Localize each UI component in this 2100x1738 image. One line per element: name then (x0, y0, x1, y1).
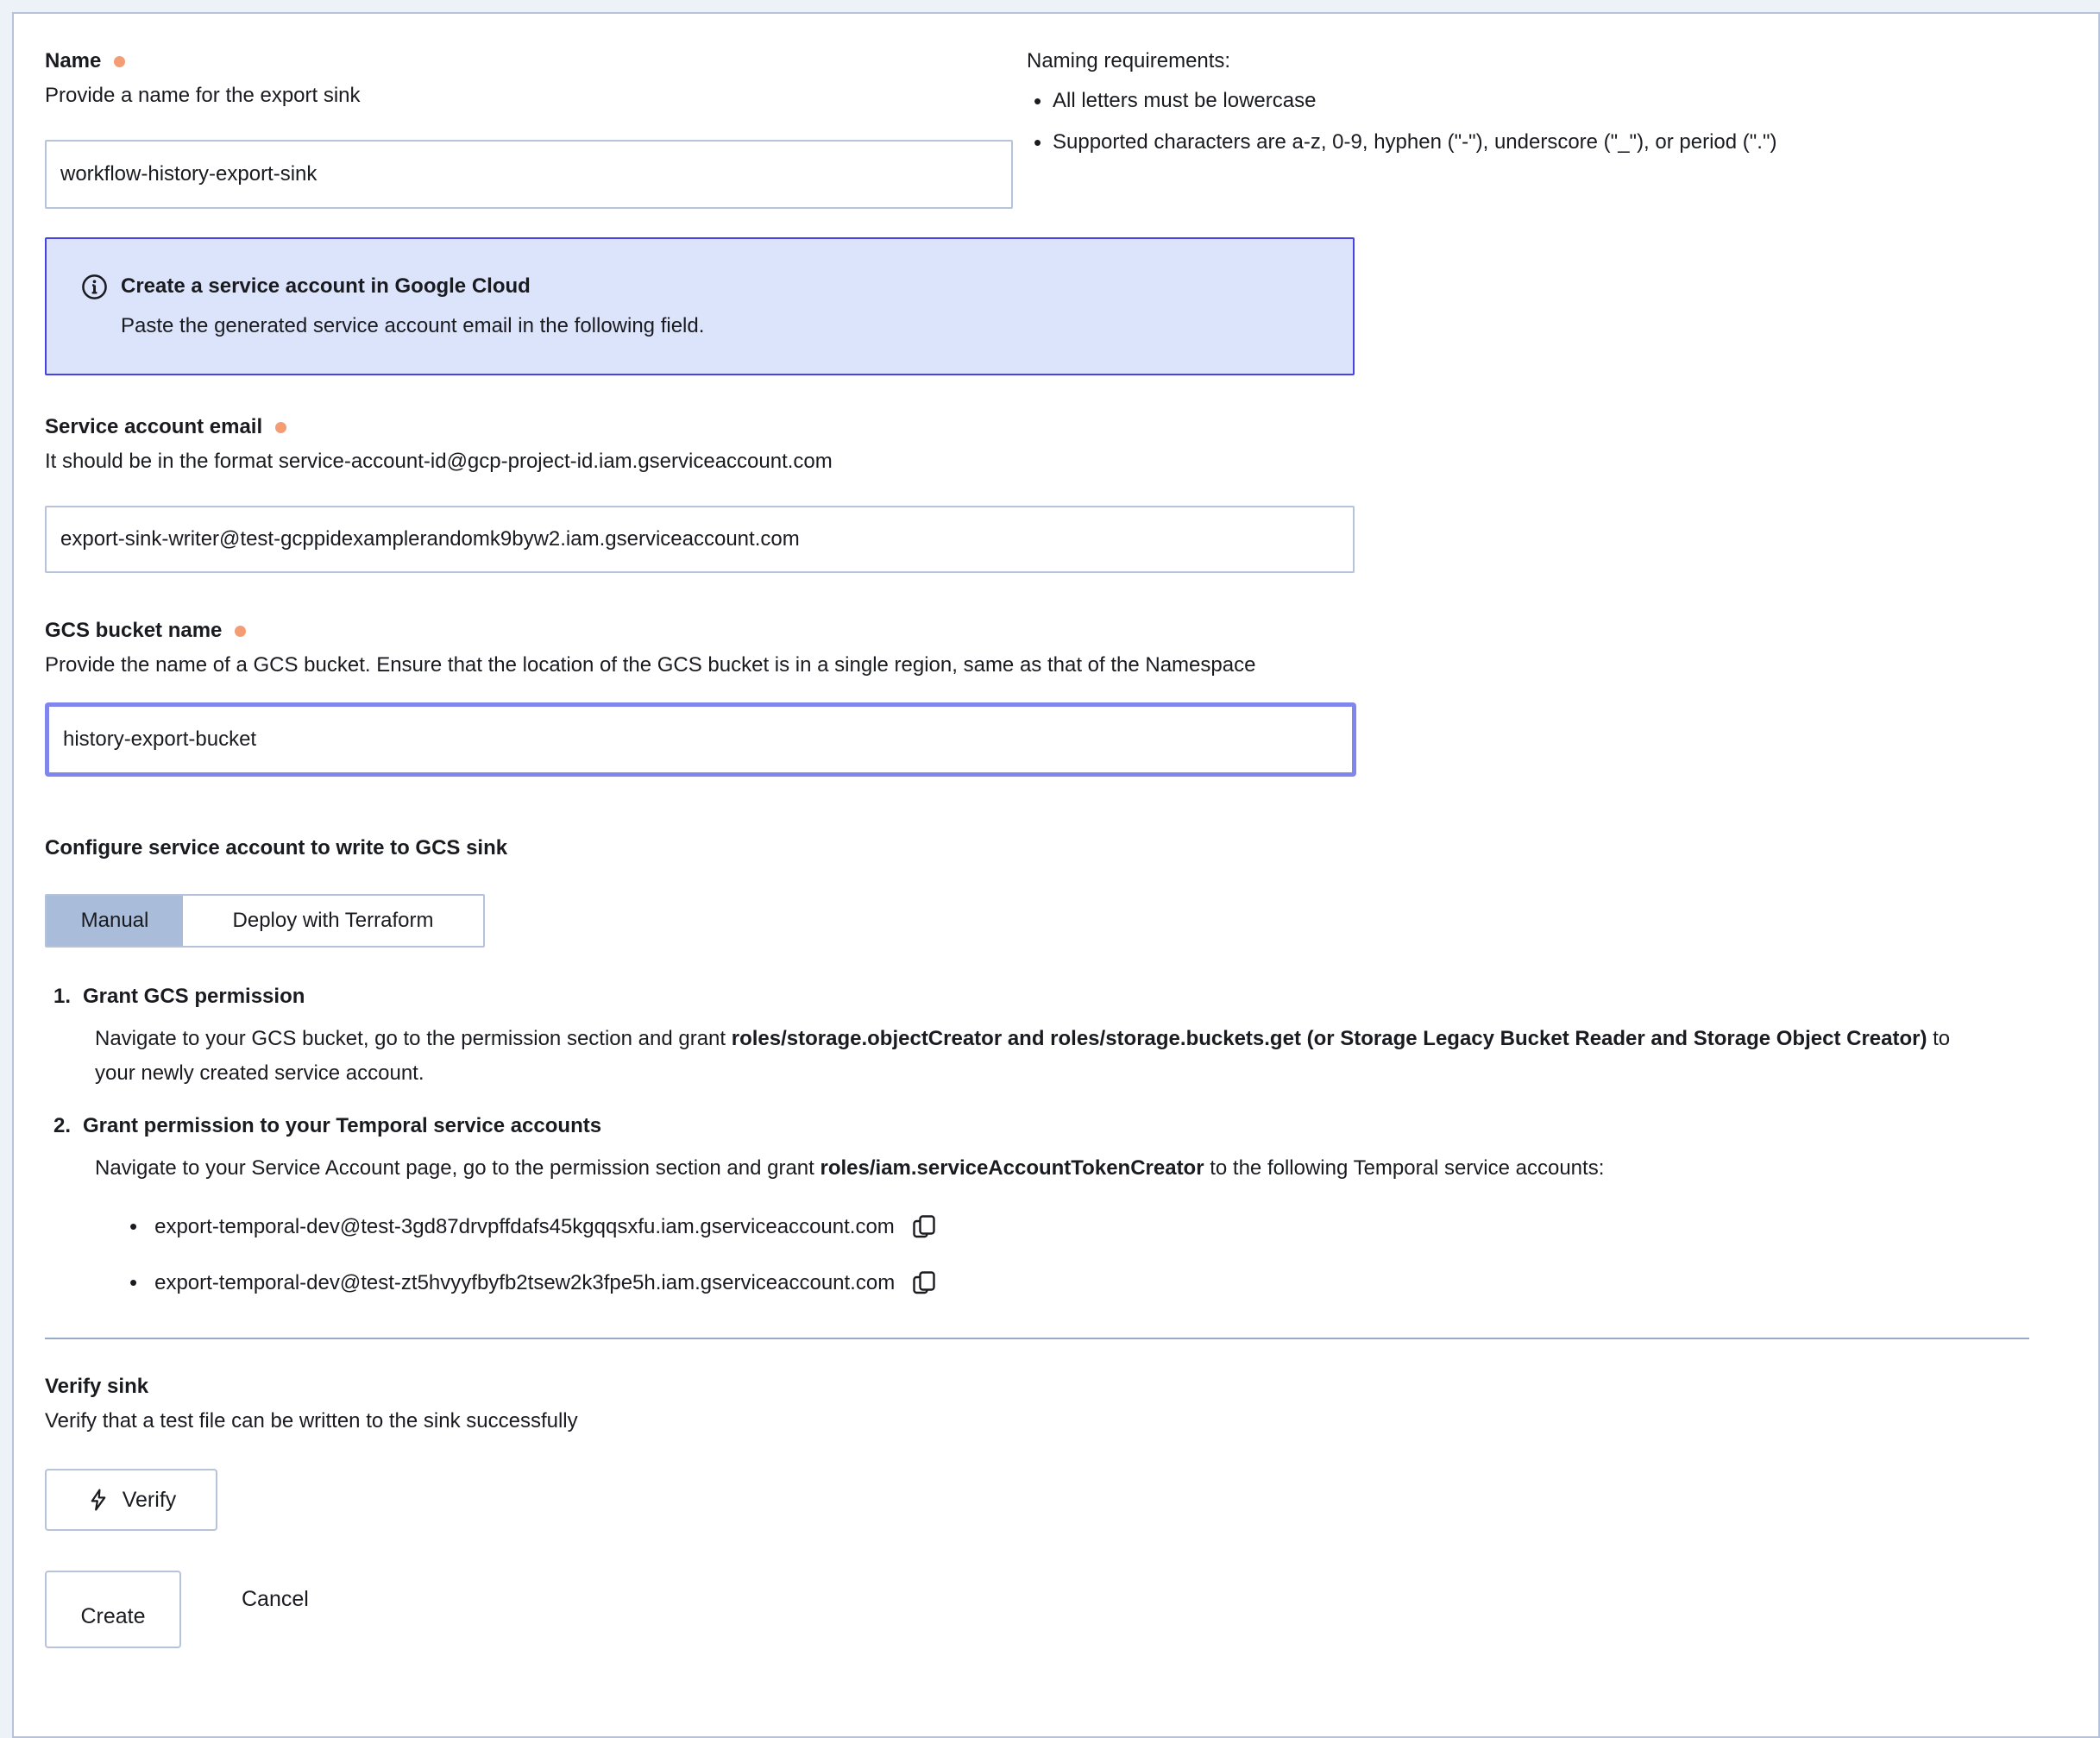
service-account-email-input[interactable] (45, 506, 1355, 573)
verify-section-title: Verify sink (45, 1375, 149, 1398)
temporal-service-account-list (129, 1213, 2098, 1296)
name-help-text: Provide a name for the export sink (45, 84, 361, 107)
info-banner-body: Paste the generated service account email in the following field. (121, 314, 705, 337)
step-body-bold-text: roles/storage.objectCreator and roles/storage.buckets.get (or Storage Legacy Bucket Reader and Storage Object Creator) (731, 1027, 1927, 1050)
create-button[interactable]: Create (45, 1571, 181, 1648)
naming-requirements-list (1027, 86, 2028, 157)
naming-requirements (1027, 47, 2028, 169)
tab-deploy-with-terraform[interactable]: Deploy with Terraform (183, 896, 483, 946)
bullet: • (129, 1213, 138, 1239)
name-row (45, 47, 2098, 209)
bucket-label: GCS bucket name (45, 619, 223, 642)
bullet: • (129, 1269, 138, 1295)
lightning-bolt-icon (86, 1488, 110, 1512)
step-title-row (53, 982, 2098, 1011)
verify-help-text: Verify that a test file can be written to the sink successfully (45, 1409, 578, 1433)
name-input[interactable] (45, 140, 1013, 209)
step-body-text: Navigate to your Service Account page, go to the permission section and grant (95, 1156, 821, 1180)
bucket-field-group (45, 616, 2098, 777)
name-field-group (45, 47, 1013, 209)
copy-icon[interactable] (912, 1214, 936, 1240)
step-body (95, 1022, 1984, 1091)
verify-button-label: Verify (122, 1487, 177, 1512)
step-body-text: Navigate to your GCS bucket, go to the permission section and grant (95, 1027, 732, 1050)
info-icon (81, 274, 108, 300)
naming-requirement-item: • All letters must be lowercase (1027, 86, 2028, 116)
naming-requirement-item: • Supported characters are a-z, 0-9, hyphen ("-"), underscore ("_"), or period (".") (1027, 128, 2028, 157)
naming-requirements-title: Naming requirements: (1027, 49, 1231, 72)
configure-tabs (45, 894, 485, 948)
tab-manual[interactable]: Manual (47, 896, 183, 946)
list-item (129, 1213, 2098, 1240)
manual-steps (53, 982, 2098, 1296)
name-label-row (45, 47, 1013, 76)
section-divider (45, 1338, 2029, 1339)
step-number: 1. (53, 985, 72, 1008)
bucket-help-text: Provide the name of a GCS bucket. Ensure that the location of the GCS bucket is in a single region, same as that of the Namespace (45, 653, 1256, 677)
info-banner-title: Create a service account in Google Cloud (121, 274, 531, 298)
step-body-text: to your newly created service account. (95, 1027, 1951, 1085)
temporal-service-account-email: export-temporal-dev@test-zt5hvyyfbyfb2tsew2k3fpe5h.iam.gserviceaccount.com (154, 1270, 896, 1294)
form-actions (45, 1571, 2098, 1648)
info-banner (45, 237, 1355, 375)
step-body-text: to the following Temporal service accounts: (1204, 1156, 1605, 1180)
service-account-label-row (45, 412, 2098, 442)
service-account-field-group (45, 412, 2098, 573)
info-banner-text (121, 272, 704, 341)
configure-section-title: Configure service account to write to GCS sink (45, 836, 508, 860)
required-dot (275, 422, 286, 433)
step-body (95, 1151, 1984, 1186)
bucket-label-row (45, 616, 2098, 645)
gcs-bucket-name-input[interactable] (45, 702, 1356, 777)
step-title-row (53, 1111, 2098, 1141)
step-body-bold-text: roles/iam.serviceAccountTokenCreator (820, 1156, 1204, 1180)
step-title: Grant GCS permission (83, 985, 305, 1008)
service-account-label: Service account email (45, 415, 263, 438)
export-sink-form-panel (12, 12, 2100, 1738)
required-dot (235, 626, 246, 637)
required-dot (114, 56, 125, 67)
verify-button[interactable] (45, 1469, 217, 1531)
copy-icon[interactable] (912, 1270, 936, 1296)
step-grant-temporal-permission (53, 1111, 2098, 1186)
service-account-help-text: It should be in the format service-account-id@gcp-project-id.iam.gserviceaccount.com (45, 450, 833, 473)
list-item (129, 1269, 2098, 1296)
step-number: 2. (53, 1114, 72, 1137)
cancel-button[interactable]: Cancel (242, 1571, 309, 1614)
step-title: Grant permission to your Temporal service accounts (83, 1114, 602, 1137)
step-grant-gcs-permission (53, 982, 2098, 1091)
temporal-service-account-email: export-temporal-dev@test-3gd87drvpffdafs45kgqqsxfu.iam.gserviceaccount.com (154, 1214, 895, 1238)
name-label: Name (45, 49, 102, 72)
